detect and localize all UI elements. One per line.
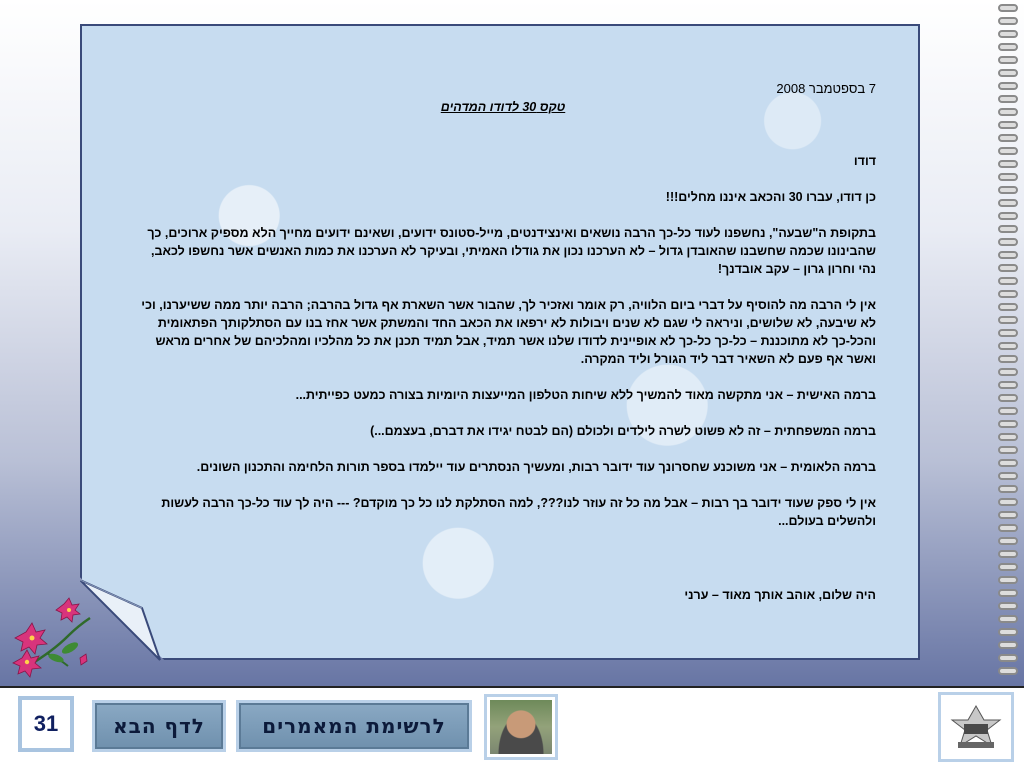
spiral-ring: [998, 550, 1018, 558]
article-date: 7 בספטמבר 2008: [776, 81, 876, 96]
spiral-ring: [998, 602, 1018, 610]
spiral-ring: [998, 82, 1018, 90]
spiral-ring: [998, 108, 1018, 116]
spiral-ring: [998, 212, 1018, 220]
spiral-ring: [998, 524, 1018, 532]
spiral-ring: [998, 303, 1018, 311]
spiral-ring: [998, 420, 1018, 428]
logo-emblem-icon: [948, 702, 1004, 752]
spiral-ring: [998, 433, 1018, 441]
article-subject: טקס 30 לדודו המדהים: [440, 100, 566, 114]
flower-decoration: [8, 596, 98, 680]
spiral-ring: [998, 69, 1018, 77]
signature: היה שלום, אוהב אותך מאוד – ערני: [684, 588, 876, 602]
salutation: דודו: [853, 154, 876, 168]
paragraph: כן דודו, עברו 30 והכאב איננו מחלים!!!: [665, 190, 876, 204]
spiral-ring: [998, 667, 1018, 675]
spiral-ring: [998, 485, 1018, 493]
article-body: [130, 80, 876, 604]
page-number: 31: [33, 711, 59, 736]
spiral-ring: [998, 394, 1018, 402]
spiral-ring: [998, 4, 1018, 12]
spiral-ring: [998, 368, 1018, 376]
spiral-ring: [998, 56, 1018, 64]
author-photo[interactable]: [484, 694, 558, 760]
next-page-label: לדף הבא: [113, 714, 205, 738]
spiral-ring: [998, 290, 1018, 298]
next-page-button[interactable]: [92, 700, 226, 752]
articles-list-button[interactable]: [236, 700, 472, 752]
spiral-ring: [998, 589, 1018, 597]
spiral-ring: [998, 199, 1018, 207]
spiral-ring: [998, 277, 1018, 285]
spiral-ring: [998, 134, 1018, 142]
spiral-ring: [998, 17, 1018, 25]
spiral-ring: [998, 641, 1018, 649]
spiral-ring: [998, 381, 1018, 389]
spiral-ring: [998, 95, 1018, 103]
spiral-ring: [998, 563, 1018, 571]
spiral-ring: [998, 147, 1018, 155]
spiral-ring: [998, 459, 1018, 467]
spiral-ring: [998, 511, 1018, 519]
spiral-ring: [998, 329, 1018, 337]
portrait-photo-icon: [490, 700, 552, 754]
articles-list-label: לרשימת המאמרים: [262, 714, 446, 738]
spiral-ring: [998, 238, 1018, 246]
spiral-ring: [998, 355, 1018, 363]
spiral-ring: [998, 342, 1018, 350]
spiral-ring: [998, 446, 1018, 454]
spiral-ring: [998, 43, 1018, 51]
spiral-ring: [998, 498, 1018, 506]
spiral-ring: [998, 251, 1018, 259]
paragraph: ברמה הלאומית – אני משוכנע שחסרונך עוד ידובר רבות, ומעשיך הנסתרים עוד יילמדו בספר תורות הלחימה והתכנון השונים.: [196, 460, 876, 474]
paragraph: בתקופת ה"שבעה", נחשפנו לעוד כל-כך הרבה נושאים ואינצידנטים, מייל-סטונס ידועים, ושאינם ידועים מחייך הלא מספיק ארוכים, כך שהבינונו שכמה שחשבנו שהאובדן גדול – לא הערכנו נכון את גודלו האמיתי, ובעיקר לא הערכנו את כמות האנשים אשר נחשפו לכאב, נהי וחרון גרון – עקב אובדנך!: [147, 226, 876, 276]
spiral-ring: [998, 316, 1018, 324]
spiral-ring: [998, 225, 1018, 233]
spiral-ring: [998, 576, 1018, 584]
spiral-ring: [998, 30, 1018, 38]
spiral-ring: [998, 628, 1018, 636]
spiral-ring: [998, 186, 1018, 194]
spiral-ring: [998, 173, 1018, 181]
paragraph: ברמה המשפחתית – זה לא פשוט לשרה לילדים ולכולם (הם לבטח יגידו את דברם, בעצמם...): [370, 424, 876, 438]
paragraph: אין לי ספק שעוד ידובר בך רבות – אבל מה כל זה עוזר לנו???, למה הסתלקת לנו כל כך מוקדם? --- היה לך עוד כל-כך הרבה לעשות ולהשלים בעולם...: [161, 496, 876, 528]
spiral-ring: [998, 160, 1018, 168]
spiral-ring: [998, 121, 1018, 129]
spiral-ring: [998, 615, 1018, 623]
spiral-ring: [998, 264, 1018, 272]
page-number-box: [18, 696, 74, 752]
paragraph: אין לי הרבה מה להוסיף על דברי ביום הלוויה, רק אומר ואזכיר לך, שהבור אשר השארת אף גדול בהרבה; הרבה יותר ממה ששיערנו, וכי לא שיבעה, לא שלושים, וניראה לי שגם לא שנים ויבולות לא ירפאו את הכאב החד והמשתק אשר אחז בנו עם הסתלקותך הפתאומית והכל-כך לא מתוכננת – כל-כך כל-כך לא אופיינית לדודו שלנו אשר תמיד, אבל תמיד תכנן את כל מהלכיו ומהלכיהם של אחרים מראש ואשר אף פעם לא השאיר דבר ליד הגורל וליד המקרה.: [141, 298, 876, 366]
organization-logo[interactable]: [938, 692, 1014, 762]
spiral-ring: [998, 654, 1018, 662]
spiral-binding: [992, 0, 1024, 686]
spiral-ring: [998, 472, 1018, 480]
paragraph: ברמה האישית – אני מתקשה מאוד להמשיך ללא שיחות הטלפון המייעצות היומיות בצורה כמעט כפייתית...: [295, 388, 876, 402]
spiral-ring: [998, 537, 1018, 545]
spiral-ring: [998, 407, 1018, 415]
